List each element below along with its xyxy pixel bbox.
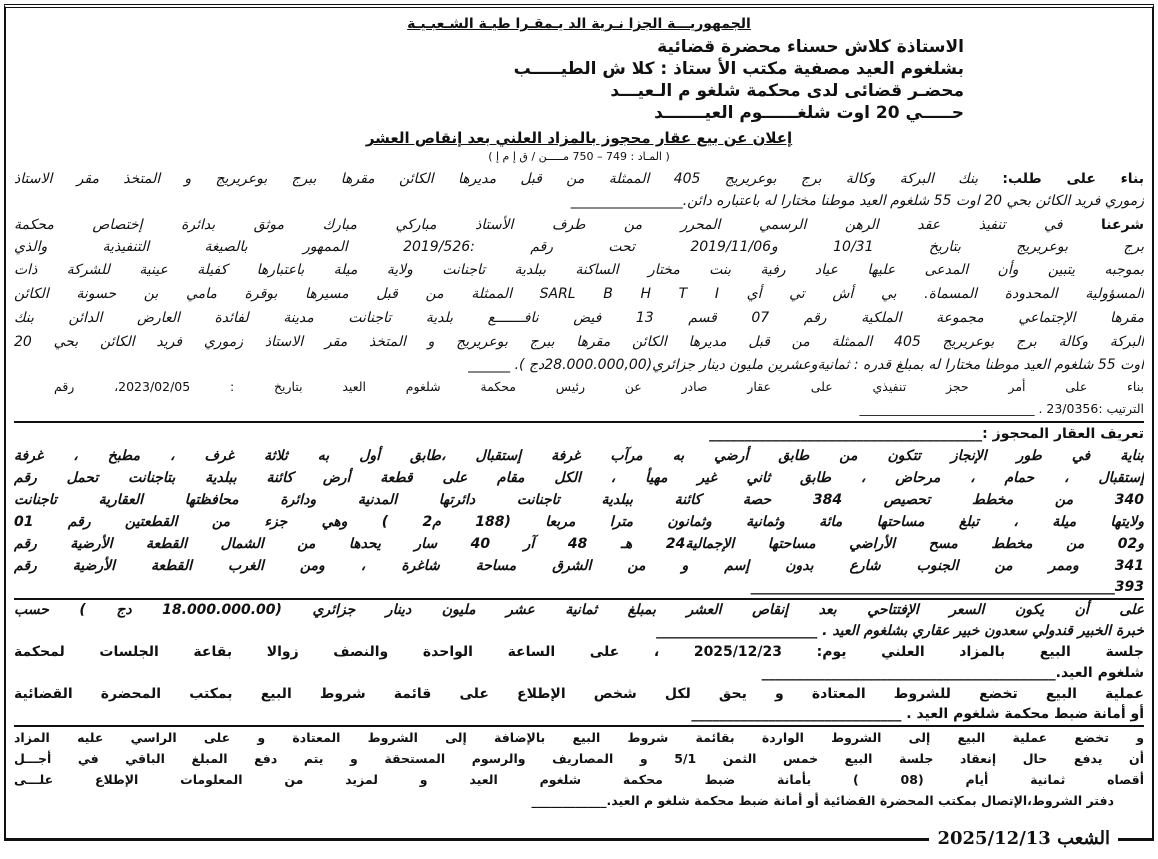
text-line: ولايتها ميلة ، تبلغ مساحتها مائة وثمانية وثمانون مترا مربعا (188 م2 ) وهي جزء من القطعتين رقم 01 <box>14 514 1144 530</box>
office-line: حـــــي 20 اوت شلغــــــوم العيـــــــد <box>654 103 964 123</box>
text-line: و02 من مخطط مسح الأراضي مساحتها الإجمالية24 هـ 48 آر 40 سار يحدها من الشمال القطعة الأرضية رقم <box>14 536 1144 552</box>
text-line: المسؤولية المحدودة المسماة. بي أش تي أي SARL B H T I الممثلة من قبل مسيرها بوقرة مامي بن حسونة الكائن <box>14 286 1144 302</box>
text-line: 393____________________________________________________ <box>750 579 1144 595</box>
text-line: الترتيب :23/0356 . ____________________________ <box>859 401 1144 416</box>
text: بنك البركة وكالة برج بوعريريج 405 الممثلة من قبل مديرها الكائن مقرها ببرج بوعريريج و المتخذ مقر الاستاذ <box>14 171 979 187</box>
request-lead: بناء على طلب: <box>1002 171 1144 187</box>
text-line: شلغوم العيد.__________________________________________ <box>761 665 1144 681</box>
property-title: تعريف العقار المحجوز :_______________________________________ <box>709 426 1144 442</box>
text-line: أو أمانة ضبط محكمة شلغوم العيد . ______________________________ <box>691 706 1144 722</box>
execution-lead: شرعنا <box>1100 217 1144 233</box>
announcement-reference: ( المـاد : 749 – 750 مـــــن / ق إ م إ ) <box>488 150 670 163</box>
session-paragraph <box>14 642 1144 684</box>
text-line: بموجبه يتبين وأن المدعى عليها عياد رفية بنت مختار الساكنة ببلدية تاجنانت ولاية ميلة باعتبارها كفيلة عينية للشركة ذات <box>14 262 1144 278</box>
text-line <box>14 214 1144 236</box>
text-line: أقصاه ثمانية أيام (08 ) بأمانة ضبط محكمة شلغوم العيد و لمزيد من المعلومات الإطلاع علـــى <box>14 772 1144 787</box>
text-line <box>14 168 1144 190</box>
publication-date: 2025/12/13 <box>937 828 1051 849</box>
office-block <box>14 36 1144 124</box>
text-line: زموري فريد الكائن بحي 20 اوت 55 شلغوم العيد موطنا مختارا له باعتباره دائن.________________ <box>570 193 1144 209</box>
text-line: إستقبال ، حمام ، مرحاض ، طابق ثاني غير مهيأ ، الكل مقام على قطعة أرض كائنة ببلدية بتاجنانت تحمل رقم <box>14 470 1144 486</box>
conditions-paragraph <box>14 684 1144 724</box>
property-section <box>14 423 1144 597</box>
text-line: بناء على أمر حجز تنفيذي على عقار صادر عن رئيس محكمة شلغوم العيد بتاريخ : 2023/02/05، رقم <box>54 379 1144 394</box>
legal-notice <box>14 12 1144 811</box>
office-line: محضـر قضائى لدى محكمة شلغو م الـعيـــد <box>610 81 964 101</box>
republic-header: الجمهوريـــة الجزا نـرية الد يـمقـرا طيـة الشـعبـيـة <box>407 16 751 32</box>
request-paragraph <box>14 168 1144 212</box>
office-line: بشلغوم العيد مصفية مكتب الأ ستاذ : كلا ش الطيـــــب <box>513 59 964 79</box>
text-line: مقرها الإجتماعي مجموعة الملكية رقم 07 قسم 13 فيض نافـــــــع بلدية تاجنانت مدينة لفائدة العارض الدائن بنك <box>14 310 1144 326</box>
execution-paragraph <box>14 214 1144 376</box>
announcement-title: إعلان عن بيع عقار محجوز بالمزاد العلني بعد إنقاص العشر <box>365 129 793 147</box>
publication-footer <box>929 827 1118 851</box>
text-line: 340 من مخطط تحصيص 384 حصة كائنة ببلدية تاجنانت دائرتها المدنية ودائرة محافظتها العقارية تاجنانت <box>14 492 1144 508</box>
text: في تنفيذ عقد الرهن الرسمي المحرر من طرف الأستاذ مباركي مبارك موثق بدائرة إختصاص محكمة <box>14 217 1063 233</box>
text-line: عملية البيع تخضع للشروط المعتادة و يحق لكل شخص الإطلاع على قائمة شروط البيع بمكتب المحضرة القضائية <box>14 686 1144 702</box>
text-line: و تخضع عملية البيع إلى الشروط الواردة بقائمة شروط البيع بالإضافة إلى الشروط المعتادة و على الراسي عليه المزاد <box>14 730 1144 745</box>
text-line: جلسة البيع بالمزاد العلني يوم: 2025/12/23 ، على الساعة الواحدة والنصف زوالا بقاعة الجلسات لمحكمة <box>14 644 1144 660</box>
text-line: البركة وكالة برج بوعريريج 405 الممثلة من قبل مديرها الكائن مقرها ببرج بوعريريج و المتخذ مقر الاستاذ زموري فريد الكائن بحي 20 <box>14 334 1144 350</box>
text-line: على أن يكون السعر الإفتتاحي بعد إنقاص العشر بمبلغ ثمانية عشر مليون دينار جزائري (18.000.000.00 دج ) حسب <box>14 602 1144 618</box>
text-line: برج بوعريريج بتاريخ 10/31 و2019/11/06 تحت رقم :2019/526 الممهور بالصيغة التنفيذية والذي <box>14 239 1144 255</box>
seizure-paragraph <box>14 376 1144 420</box>
text-line: خبرة الخبير قندولي سعدون خبير عقاري بشلغوم العيد . _______________________ <box>656 623 1144 639</box>
text-line: اوت 55 شلغوم العيد موطنا مختارا له بمبلغ قدره : ثمانيةوعشرين مليون دينار جزائري(28.000.000,00دج ). ______ <box>468 357 1144 373</box>
price-paragraph <box>14 600 1144 642</box>
text-line: أن يدفع حال إنعقاد جلسة البيع خمس الثمن 5/1 و المصاريف والرسوم المستحقة و يتم دفع المبلغ الباقي في أجـــل <box>14 751 1144 766</box>
text-line: 341 وممر من الجنوب شارع بدون إسم و من الشرق مساحة شاغرة ، ومن الغرب القطعة الأرضية رقم <box>14 558 1144 574</box>
text-line: دفتر الشروط،الإتصال بمكتب المحضرة القضائية أو أمانة ضبط محكمة شلغو م العيد.____________ <box>531 793 1114 808</box>
text-line: بناية في طور الإنجاز تتكون من طابق أرضي به مرآب غرفة إستقبال ،طابق أول به ثلاثة غرف ، مطبخ ، غرفة <box>14 448 1144 464</box>
final-paragraph <box>14 727 1144 811</box>
office-line: الاستاذة كلاش حسناء محضرة قضائية <box>657 37 964 57</box>
newspaper-name: الشعب <box>1057 828 1110 849</box>
